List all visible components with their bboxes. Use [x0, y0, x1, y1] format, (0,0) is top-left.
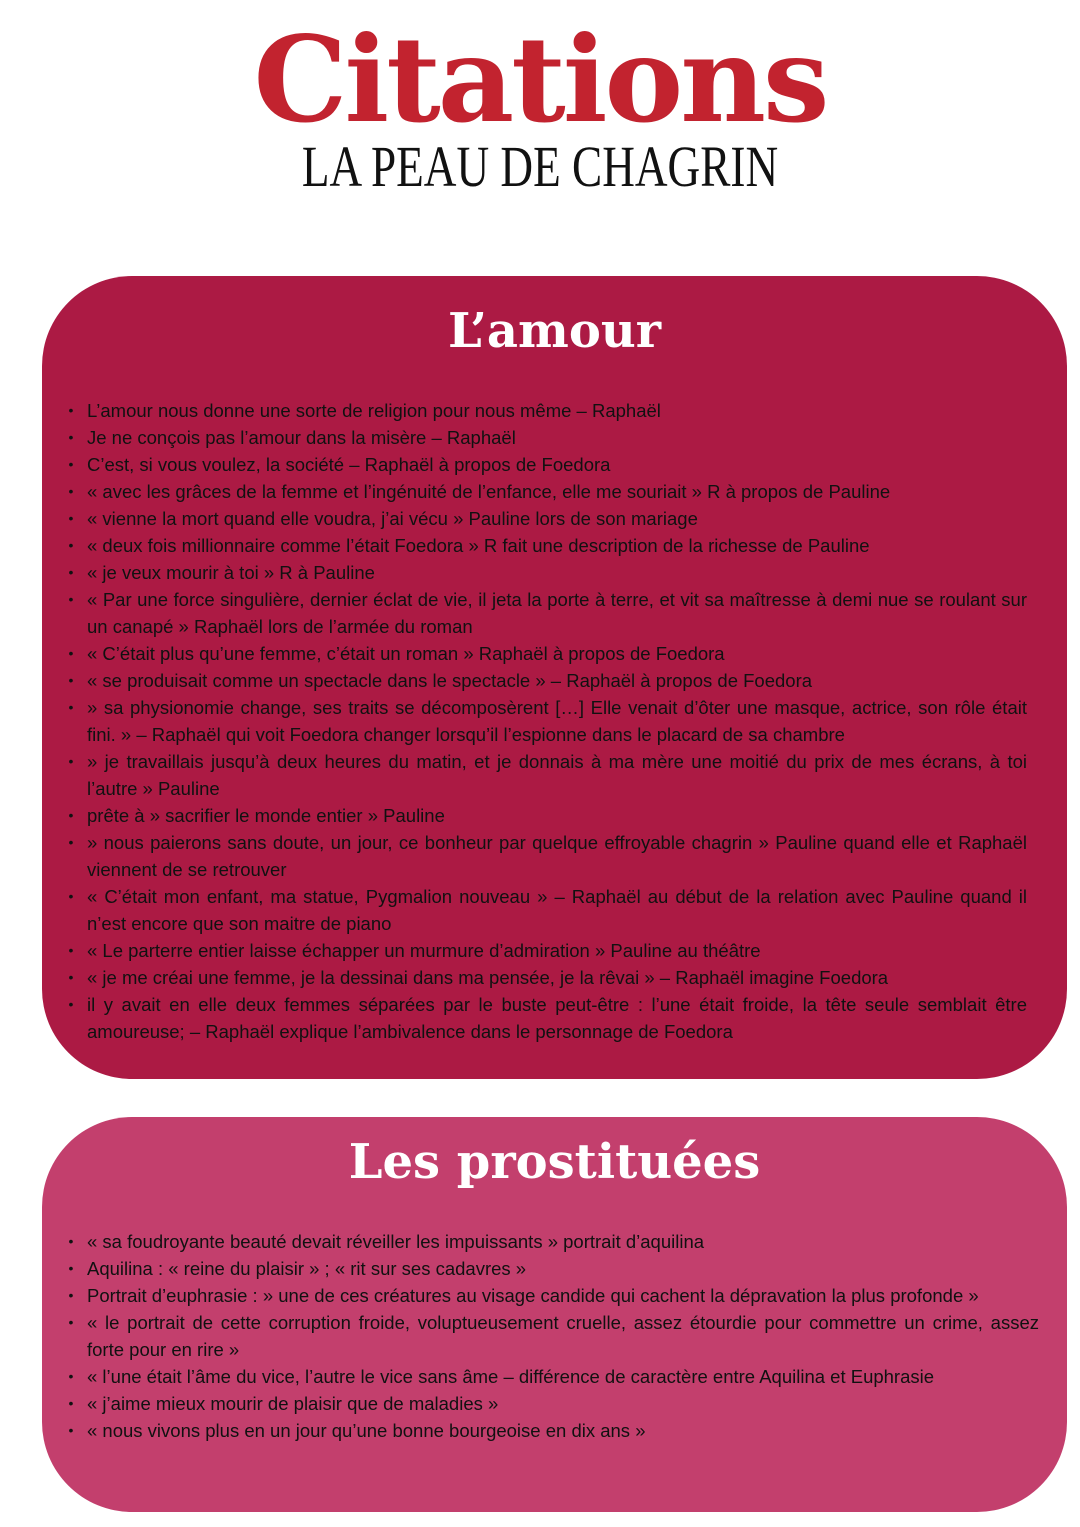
quote-text: Portrait d’euphrasie : » une de ces créatures au visage candide qui cachent la dépravation la plus profonde »: [87, 1285, 979, 1306]
quote-text: « vienne la mort quand elle voudra, j’ai vécu » Pauline lors de son mariage: [87, 508, 698, 529]
bullet-icon: •: [68, 1422, 74, 1438]
bullet-icon: •: [68, 402, 74, 418]
quote-text: « Par une force singulière, dernier éclat de vie, il jeta la porte à terre, et vit sa maîtresse à demi nue se roulant sur un canapé » Raphaël lors de l’armée du roman: [87, 589, 1027, 637]
quote-text: C’est, si vous voulez, la société – Raphaël à propos de Foedora: [87, 454, 611, 475]
quote-item: [64, 937, 1027, 964]
bullet-icon: •: [68, 1314, 74, 1330]
bullet-icon: •: [68, 537, 74, 553]
quote-item: [64, 1255, 1039, 1282]
bullet-icon: •: [68, 591, 74, 607]
quote-item: [64, 694, 1027, 748]
quote-text: » nous paierons sans doute, un jour, ce bonheur par quelque effroyable chagrin » Pauline quand elle et Raphaël viennent de se retrouver: [87, 832, 1027, 880]
quote-text: L’amour nous donne une sorte de religion pour nous même – Raphaël: [87, 400, 661, 421]
quote-text: Aquilina : « reine du plaisir » ; « rit sur ses cadavres »: [87, 1258, 527, 1279]
bullet-icon: •: [68, 969, 74, 985]
page-header: [0, 10, 1080, 199]
bullet-icon: •: [68, 456, 74, 472]
quote-text: « avec les grâces de la femme et l’ingénuité de l’enfance, elle me souriait » R à propos de Pauline: [87, 481, 891, 502]
bullet-icon: •: [68, 699, 74, 715]
bullet-icon: •: [68, 888, 74, 904]
bullet-icon: •: [68, 1395, 74, 1411]
quote-text: Je ne conçois pas l’amour dans la misère – Raphaël: [87, 427, 516, 448]
quote-text: « sa foudroyante beauté devait réveiller les impuissants » portrait d’aquilina: [87, 1231, 705, 1252]
quote-text: « l’une était l’âme du vice, l’autre le vice sans âme – différence de caractère entre Aquilina et Euphrasie: [87, 1366, 935, 1387]
quote-text: » je travaillais jusqu’à deux heures du matin, et je donnais à ma mère une moitié du prix de mes écrans, à toi l’autre » Pauline: [87, 751, 1027, 799]
quote-text: prête à » sacrifier le monde entier » Pauline: [87, 805, 445, 826]
quote-item: [64, 883, 1027, 937]
section-amour: [42, 276, 1067, 1079]
quote-item: [64, 1282, 1039, 1309]
quote-text: « Le parterre entier laisse échapper un murmure d’admiration » Pauline au théâtre: [87, 940, 761, 961]
quote-text: il y avait en elle deux femmes séparées par le buste peut-être : l’une était froide, la tête seule semblait être amoureuse; – Raphaël explique l’ambivalence dans le personnage de Foedora: [87, 994, 1027, 1042]
bullet-icon: •: [68, 753, 74, 769]
quote-text: « je veux mourir à toi » R à Pauline: [87, 562, 375, 583]
quote-text: « deux fois millionnaire comme l’était Foedora » R fait une description de la richesse de Pauline: [87, 535, 870, 556]
bullet-icon: •: [68, 510, 74, 526]
quote-text: « j’aime mieux mourir de plaisir que de maladies »: [87, 1393, 499, 1414]
bullet-icon: •: [68, 942, 74, 958]
section-prostituees: [42, 1117, 1067, 1512]
quote-item: [64, 964, 1027, 991]
quote-text: « le portrait de cette corruption froide, voluptueusement cruelle, assez étourdie pour commettre un crime, assez forte pour en rire »: [87, 1312, 1039, 1360]
bullet-icon: •: [68, 645, 74, 661]
bullet-icon: •: [68, 1287, 74, 1303]
quote-text: « se produisait comme un spectacle dans le spectacle » – Raphaël à propos de Foedora: [87, 670, 813, 691]
quote-item: [64, 991, 1027, 1045]
bullet-icon: •: [68, 996, 74, 1012]
quote-item: [64, 397, 1027, 424]
quote-text: « je me créai une femme, je la dessinai dans ma pensée, je la rêvai » – Raphaël imagine Foedora: [87, 967, 889, 988]
bullet-icon: •: [68, 1260, 74, 1276]
bullet-icon: •: [68, 429, 74, 445]
bullet-icon: •: [68, 672, 74, 688]
quote-item: [64, 1363, 1039, 1390]
bullet-icon: •: [68, 1368, 74, 1384]
quote-item: [64, 802, 1027, 829]
quote-item: [64, 1228, 1039, 1255]
quote-item: [64, 532, 1027, 559]
quote-item: [64, 667, 1027, 694]
quote-text: « C’était plus qu’une femme, c’était un roman » Raphaël à propos de Foedora: [87, 643, 725, 664]
quote-item: [64, 1417, 1039, 1444]
quote-item: [64, 748, 1027, 802]
bullet-icon: •: [68, 564, 74, 580]
quote-list-prostituees: [64, 1228, 1039, 1444]
bullet-icon: •: [68, 807, 74, 823]
page-title: Citations: [253, 10, 827, 149]
quote-item: [64, 559, 1027, 586]
bullet-icon: •: [68, 483, 74, 499]
quote-text: » sa physionomie change, ses traits se décomposèrent […] Elle venait d’ôter une masque, actrice, son rôle était fini. » – Raphaël qui voit Foedora changer lorsqu’il l’espionne dans le placard de sa chambre: [87, 697, 1027, 745]
page-subtitle: LA PEAU DE CHAGRIN: [301, 134, 779, 199]
quote-list-amour: [64, 397, 1027, 1045]
quote-item: [64, 1390, 1039, 1417]
quote-text: « nous vivons plus en un jour qu’une bonne bourgeoise en dix ans »: [87, 1420, 646, 1441]
quote-item: [64, 505, 1027, 532]
quote-item: [64, 478, 1027, 505]
bullet-icon: •: [68, 834, 74, 850]
quote-item: [64, 1309, 1039, 1363]
quote-item: [64, 586, 1027, 640]
quote-item: [64, 829, 1027, 883]
section-title-prostituees: Les prostituées: [348, 1134, 761, 1190]
quote-item: [64, 424, 1027, 451]
bullet-icon: •: [68, 1233, 74, 1249]
quote-item: [64, 640, 1027, 667]
section-title-amour: L’amour: [447, 303, 662, 359]
quote-item: [64, 451, 1027, 478]
quote-text: « C’était mon enfant, ma statue, Pygmalion nouveau » – Raphaël au début de la relation avec Pauline quand il n’est encore que son maitre de piano: [87, 886, 1027, 934]
